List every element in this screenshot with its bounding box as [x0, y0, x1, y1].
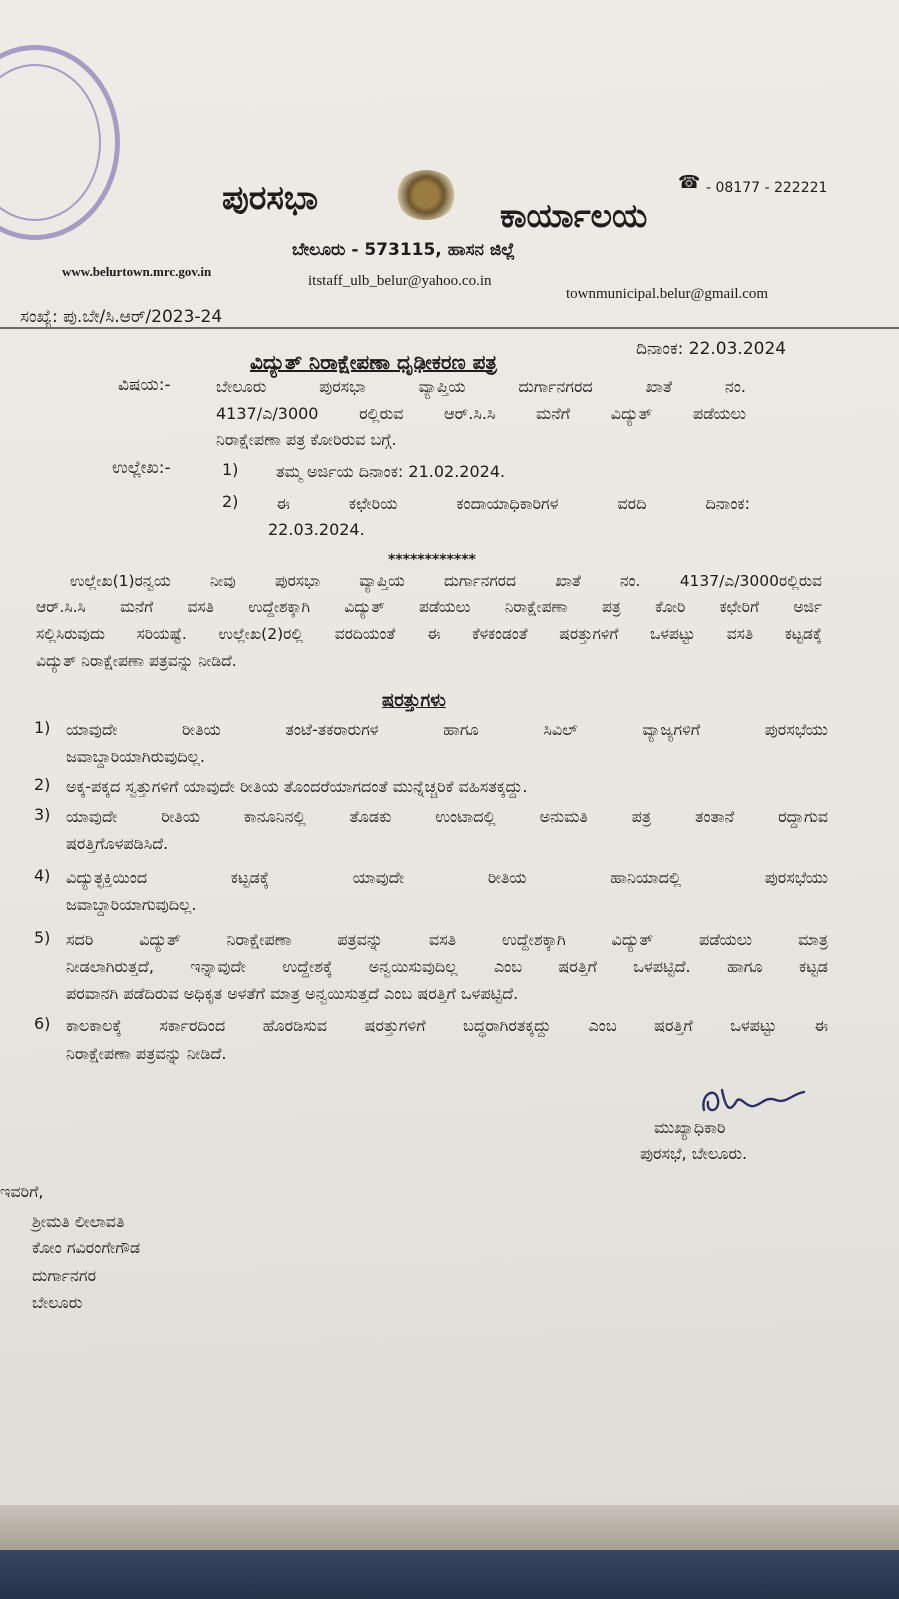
- body-line-3: ಸಲ್ಲಿಸಿರುವುದು ಸರಿಯಷ್ಟೆ. ಉಲ್ಲೇಖ(2)ರಲ್ಲಿ ವರದಿಯಂತೆ ಈ ಕೆಳಕಂಡಂತೆ ಷರತ್ತುಗಳಿಗೆ ಒಳಪಟ್ಟು ವಸತಿ ಕಟ್ಟಡಕ್ಕೆ: [36, 625, 822, 643]
- body-line-1: ಉಲ್ಲೇಖ(1)ರನ್ವಯ ನೀವು ಪುರಸಭಾ ವ್ಯಾಪ್ತಿಯ ದುರ್ಗಾನಗರದ ಖಾತೆ ನಂ. 4137/ಎ/3000ರಲ್ಲಿರುವ: [70, 572, 822, 590]
- reference-1-text: ತಮ್ಮ ಅರ್ಜಿಯ ದಿನಾಂಕ: 21.02.2024.: [276, 462, 506, 481]
- condition-1-line-1: ಯಾವುದೇ ರೀತಿಯ ತಂಟೆ-ತಕರಾರುಗಳ ಹಾಗೂ ಸಿವಿಲ್ ವ್ಯಾಜ್ಯಗಳಿಗೆ ಪುರಸಭೆಯು: [66, 720, 828, 739]
- condition-1-number: 1): [34, 718, 51, 737]
- reference-2-date: 22.03.2024.: [268, 520, 365, 539]
- condition-3-line-1: ಯಾವುದೇ ರೀತಿಯ ಕಾನೂನಿನಲ್ಲಿ ತೊಡಕು ಉಂಟಾದಲ್ಲಿ ಅನುಮತಿ ಪತ್ರ ತಂತಾನೆ ರದ್ದಾಗುವ: [66, 807, 828, 826]
- condition-5-line-1: ಸದರಿ ವಿದ್ಯುತ್ ನಿರಾಕ್ಷೇಪಣಾ ಪತ್ರವನ್ನು ವಸತಿ ಉದ್ದೇಶಕ್ಕಾಗಿ ವಿದ್ಯುತ್ ಪಡೆಯಲು ಮಾತ್ರ: [66, 930, 828, 949]
- body-line-2: ಆರ್.ಸಿ.ಸಿ ಮನೆಗೆ ವಸತಿ ಉದ್ದೇಶಕ್ಕಾಗಿ ವಿದ್ಯುತ್ ಪಡೆಯಲು ನಿರಾಕ್ಷೇಪಣಾ ಪತ್ರ ಕೋರಿ ಕಛೇರಿಗೆ ಅರ್ಜಿ: [36, 598, 822, 616]
- subject-line-3: ನಿರಾಕ್ಷೇಪಣಾ ಪತ್ರ ಕೋರಿರುವ ಬಗ್ಗೆ.: [216, 430, 397, 449]
- body-line-4: ವಿದ್ಯುತ್ ನಿರಾಕ್ಷೇಪಣಾ ಪತ್ರವನ್ನು ನೀಡಿದೆ.: [36, 652, 237, 670]
- condition-6-line-2: ನಿರಾಕ್ಷೇಪಣಾ ಪತ್ರವನ್ನು ನೀಡಿದೆ.: [66, 1044, 227, 1063]
- municipal-emblem-icon: [395, 170, 457, 220]
- recipient-relation: ಕೋಂ ಗವಿರಂಗೇಗೌಡ: [32, 1238, 141, 1257]
- email-yahoo: itstaff_ulb_belur@yahoo.co.in: [308, 273, 492, 289]
- website-text: www.belurtown.mrc.gov.in: [62, 264, 212, 279]
- document-title: ವಿದ್ಯುತ್ ನಿರಾಕ್ಷೇಪಣಾ ಧೃಢೀಕರಣ ಪತ್ರ: [250, 350, 497, 374]
- subject-line-1: ಬೇಲೂರು ಪುರಸಭಾ ವ್ಯಾಪ್ತಿಯ ದುರ್ಗಾನಗರದ ಖಾತೆ ನಂ.: [216, 377, 746, 396]
- subject-line-2: 4137/ಎ/3000 ರಲ್ಲಿರುವ ಆರ್.ಸಿ.ಸಿ ಮನೆಗೆ ವಿದ್ಯುತ್ ಪಡೆಯಲು: [216, 404, 746, 423]
- recipient-to: ಇವರಿಗೆ,: [0, 1182, 44, 1201]
- telephone-icon: ☎: [678, 172, 701, 193]
- signatory-title: ಮುಖ್ಯಾಧಿಕಾರಿ: [654, 1118, 726, 1137]
- condition-1-line-2: ಜವಾಬ್ದಾರಿಯಾಗಿರುವುದಿಲ್ಲ.: [66, 747, 205, 766]
- recipient-town: ಬೇಲೂರು: [32, 1293, 83, 1312]
- condition-3-line-2: ಷರತ್ತಿಗೊಳಪಡಿಸಿದೆ.: [66, 834, 169, 853]
- phone-number: - 08177 - 222221: [706, 180, 828, 196]
- underlying-paper-edge: [0, 1505, 899, 1550]
- letterhead-title-right: ಕಾರ್ಯಾಲಯ: [500, 196, 648, 235]
- reference-label: ಉಲ್ಲೇಖ:-: [112, 458, 171, 478]
- condition-5-number: 5): [34, 928, 51, 947]
- condition-4-number: 4): [34, 866, 51, 885]
- condition-6-line-1: ಕಾಲಕಾಲಕ್ಕೆ ಸರ್ಕಾರದಿಂದ ಹೊರಡಿಸುವ ಷರತ್ತುಗಳಿಗೆ ಬದ್ಧರಾಗಿರತಕ್ಕದ್ದು ಎಂಬ ಷರತ್ತಿಗೆ ಒಳಪಟ್ಟು ಈ: [66, 1016, 828, 1035]
- condition-2-number: 2): [34, 775, 51, 794]
- condition-2-line-1: ಅಕ್ಕ-ಪಕ್ಕದ ಸ್ವತ್ತುಗಳಿಗೆ ಯಾವುದೇ ರೀತಿಯ ತೊಂದರೆಯಾಗದಂತೆ ಮುನ್ನೆಚ್ಚರಿಕೆ ವಹಿಸತಕ್ಕದ್ದು.: [66, 777, 528, 796]
- email-gmail: townmunicipal.belur@gmail.com: [566, 286, 769, 302]
- condition-6-number: 6): [34, 1014, 51, 1033]
- signatory-office: ಪುರಸಭೆ, ಬೇಲೂರು.: [640, 1144, 748, 1163]
- condition-5-line-2: ನೀಡಲಾಗಿರುತ್ತದೆ, ಇನ್ನಾವುದೇ ಉದ್ದೇಶಕ್ಕೆ ಅನ್ವಯಿಸುವುದಿಲ್ಲ ಎಂಬ ಷರತ್ತಿಗೆ ಒಳಪಟ್ಟಿದೆ. ಹಾಗೂ ಕಟ್ಟಡ: [66, 957, 828, 976]
- recipient-name: ಶ್ರೀಮತಿ ಲೀಲಾವತಿ: [32, 1212, 125, 1231]
- subject-label: ವಿಷಯ:-: [118, 375, 171, 395]
- condition-3-number: 3): [34, 805, 51, 824]
- conditions-heading: ಷರತ್ತುಗಳು: [382, 690, 446, 711]
- letter-date: ದಿನಾಂಕ: 22.03.2024: [636, 339, 787, 359]
- office-stamp: [0, 45, 120, 240]
- letterhead-divider: [0, 327, 899, 329]
- condition-4-line-2: ಜವಾಬ್ದಾರಿಯಾಗುವುದಿಲ್ಲ.: [66, 895, 197, 914]
- reference-1-number: 1): [222, 460, 239, 479]
- condition-4-line-1: ವಿದ್ಯುತ್ಛಕ್ತಿಯಿಂದ ಕಟ್ಟಡಕ್ಕೆ ಯಾವುದೇ ರೀತಿಯ ಹಾನಿಯಾದಲ್ಲಿ ಪುರಸಭೆಯು: [66, 868, 828, 887]
- recipient-locality: ದುರ್ಗಾನಗರ: [32, 1266, 97, 1285]
- separator-stars: ************: [388, 552, 476, 568]
- condition-5-line-3: ಪರವಾನಗಿ ಪಡೆದಿರುವ ಅಧಿಕೃತ ಅಳತೆಗೆ ಮಾತ್ರ ಅನ್ವಯಿಸುತ್ತದೆ ಎಂಬ ಷರತ್ತಿಗೆ ಒಳಪಟ್ಟಿದೆ.: [66, 984, 519, 1003]
- table-surface: [0, 1550, 899, 1599]
- reference-2-text: ಈ ಕಛೇರಿಯ ಕಂದಾಯಾಧಿಕಾರಿಗಳ ವರದಿ ದಿನಾಂಕ:: [276, 494, 750, 513]
- reference-2-number: 2): [222, 492, 239, 511]
- reference-number: ಸಂಖ್ಯೆ: ಪು.ಬೇ/ಸಿ.ಆರ್/2023-24: [20, 307, 223, 327]
- letterhead-title-left: ಪುರಸಭಾ: [222, 178, 319, 217]
- office-address: ಬೇಲೂರು - 573115, ಹಾಸನ ಜಿಲ್ಲೆ: [292, 240, 516, 260]
